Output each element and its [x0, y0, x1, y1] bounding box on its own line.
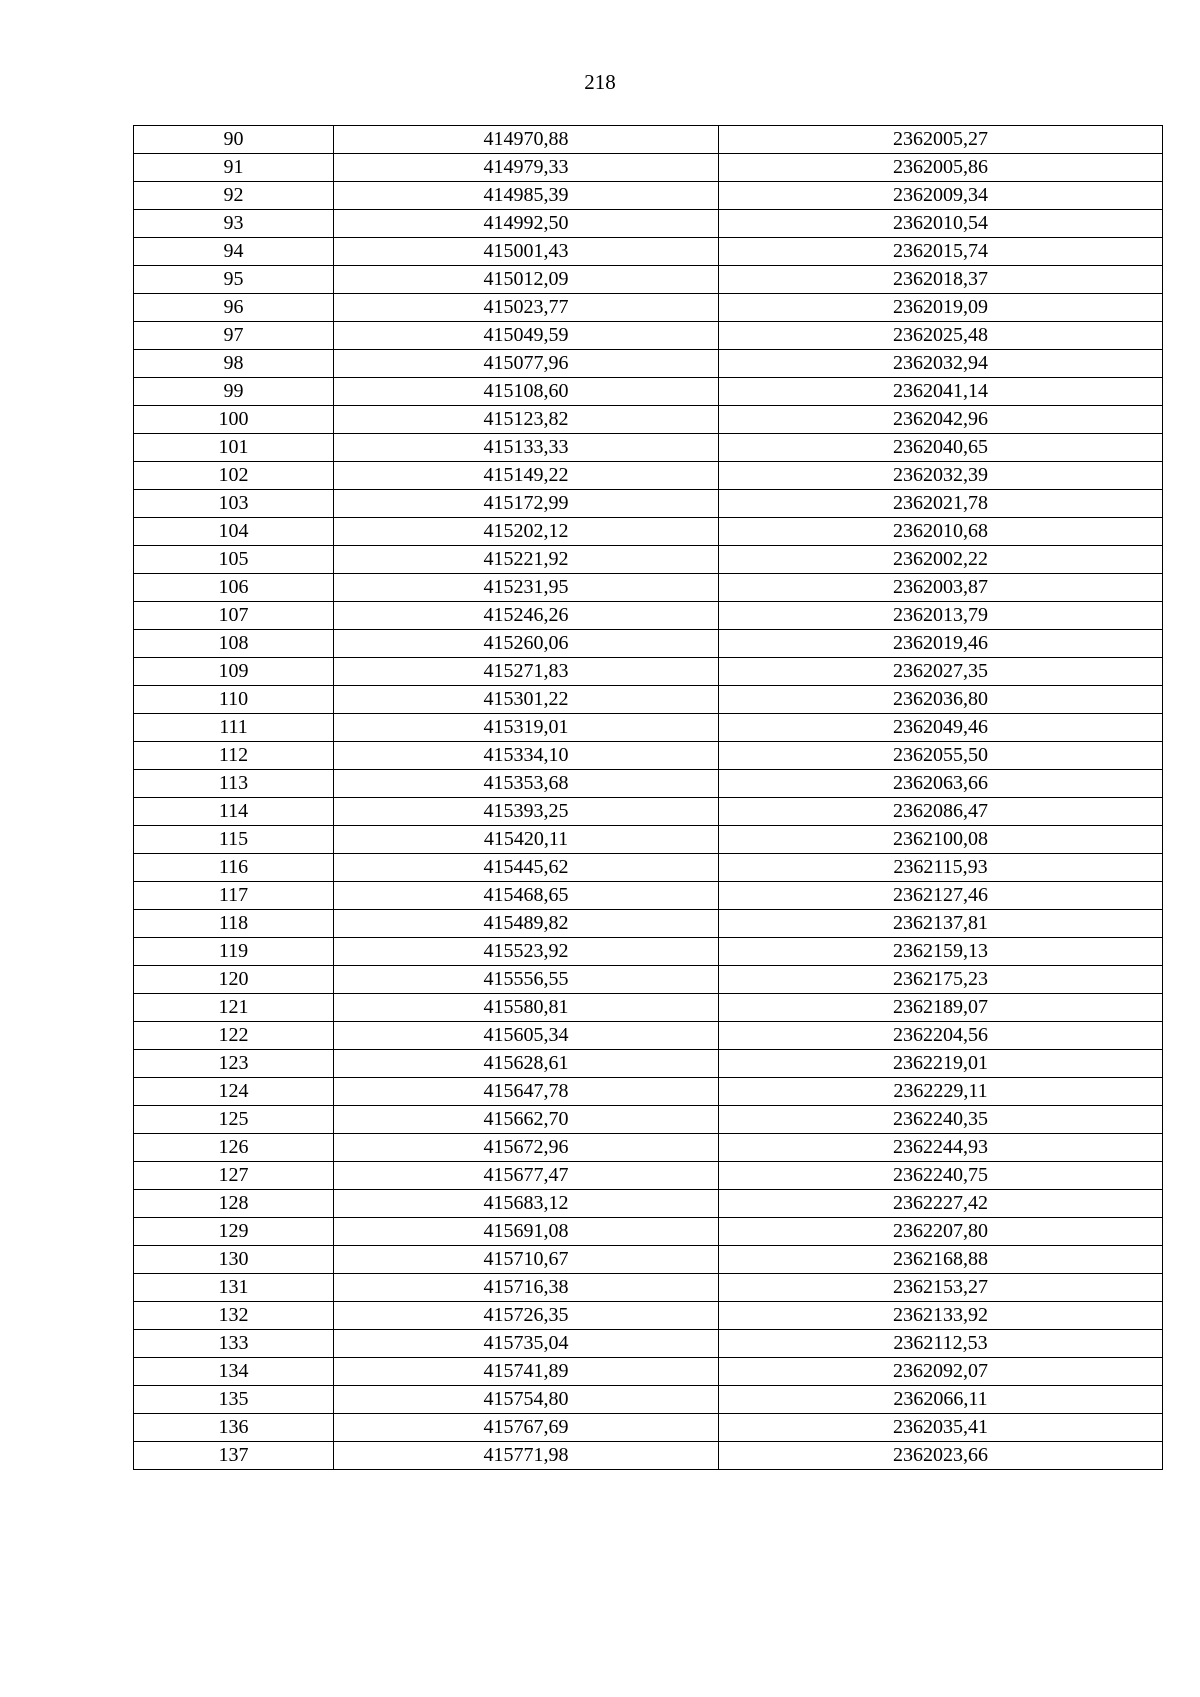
- point-number-cell: 123: [134, 1050, 334, 1078]
- table-row: [134, 182, 1163, 210]
- point-number-cell: 101: [134, 434, 334, 462]
- y-coordinate-cell: 2362189,07: [719, 994, 1163, 1022]
- x-coordinate-cell: 415556,55: [334, 966, 719, 994]
- point-number-cell: 124: [134, 1078, 334, 1106]
- x-coordinate-cell: 415172,99: [334, 490, 719, 518]
- table-row: [134, 658, 1163, 686]
- table-row: [134, 686, 1163, 714]
- y-coordinate-cell: 2362018,37: [719, 266, 1163, 294]
- point-number-cell: 128: [134, 1190, 334, 1218]
- point-number-cell: 108: [134, 630, 334, 658]
- table-row: [134, 1218, 1163, 1246]
- y-coordinate-cell: 2362041,14: [719, 378, 1163, 406]
- x-coordinate-cell: 415523,92: [334, 938, 719, 966]
- x-coordinate-cell: 415221,92: [334, 546, 719, 574]
- x-coordinate-cell: 415741,89: [334, 1358, 719, 1386]
- x-coordinate-cell: 415108,60: [334, 378, 719, 406]
- y-coordinate-cell: 2362115,93: [719, 854, 1163, 882]
- x-coordinate-cell: 415393,25: [334, 798, 719, 826]
- y-coordinate-cell: 2362137,81: [719, 910, 1163, 938]
- table-row: [134, 1414, 1163, 1442]
- x-coordinate-cell: 415049,59: [334, 322, 719, 350]
- x-coordinate-cell: 415468,65: [334, 882, 719, 910]
- x-coordinate-cell: 414979,33: [334, 154, 719, 182]
- x-coordinate-cell: 415260,06: [334, 630, 719, 658]
- x-coordinate-cell: 415647,78: [334, 1078, 719, 1106]
- table-row: [134, 1106, 1163, 1134]
- y-coordinate-cell: 2362042,96: [719, 406, 1163, 434]
- point-number-cell: 125: [134, 1106, 334, 1134]
- table-row: [134, 490, 1163, 518]
- x-coordinate-cell: 415662,70: [334, 1106, 719, 1134]
- point-number-cell: 104: [134, 518, 334, 546]
- y-coordinate-cell: 2362219,01: [719, 1050, 1163, 1078]
- x-coordinate-cell: 415420,11: [334, 826, 719, 854]
- y-coordinate-cell: 2362204,56: [719, 1022, 1163, 1050]
- x-coordinate-cell: 414970,88: [334, 126, 719, 154]
- x-coordinate-cell: 415202,12: [334, 518, 719, 546]
- table-row: [134, 826, 1163, 854]
- x-coordinate-cell: 414992,50: [334, 210, 719, 238]
- table-row: [134, 210, 1163, 238]
- y-coordinate-cell: 2362009,34: [719, 182, 1163, 210]
- table-row: [134, 770, 1163, 798]
- y-coordinate-cell: 2362159,13: [719, 938, 1163, 966]
- point-number-cell: 99: [134, 378, 334, 406]
- y-coordinate-cell: 2362032,94: [719, 350, 1163, 378]
- table-row: [134, 350, 1163, 378]
- y-coordinate-cell: 2362015,74: [719, 238, 1163, 266]
- y-coordinate-cell: 2362063,66: [719, 770, 1163, 798]
- table-row: [134, 1078, 1163, 1106]
- table-row: [134, 966, 1163, 994]
- point-number-cell: 131: [134, 1274, 334, 1302]
- table-row: [134, 266, 1163, 294]
- table-row: [134, 434, 1163, 462]
- table-row: [134, 462, 1163, 490]
- y-coordinate-cell: 2362086,47: [719, 798, 1163, 826]
- point-number-cell: 117: [134, 882, 334, 910]
- point-number-cell: 92: [134, 182, 334, 210]
- point-number-cell: 94: [134, 238, 334, 266]
- x-coordinate-cell: 415001,43: [334, 238, 719, 266]
- x-coordinate-cell: 415605,34: [334, 1022, 719, 1050]
- x-coordinate-cell: 415628,61: [334, 1050, 719, 1078]
- point-number-cell: 107: [134, 602, 334, 630]
- point-number-cell: 121: [134, 994, 334, 1022]
- y-coordinate-cell: 2362100,08: [719, 826, 1163, 854]
- coordinates-table: [133, 125, 1163, 1470]
- x-coordinate-cell: 415771,98: [334, 1442, 719, 1470]
- x-coordinate-cell: 415672,96: [334, 1134, 719, 1162]
- point-number-cell: 98: [134, 350, 334, 378]
- point-number-cell: 112: [134, 742, 334, 770]
- x-coordinate-cell: 415735,04: [334, 1330, 719, 1358]
- table-row: [134, 1190, 1163, 1218]
- x-coordinate-cell: 415716,38: [334, 1274, 719, 1302]
- table-row: [134, 1358, 1163, 1386]
- x-coordinate-cell: 415301,22: [334, 686, 719, 714]
- point-number-cell: 132: [134, 1302, 334, 1330]
- y-coordinate-cell: 2362175,23: [719, 966, 1163, 994]
- table-row: [134, 1162, 1163, 1190]
- point-number-cell: 109: [134, 658, 334, 686]
- point-number-cell: 135: [134, 1386, 334, 1414]
- table-row: [134, 854, 1163, 882]
- point-number-cell: 133: [134, 1330, 334, 1358]
- y-coordinate-cell: 2362055,50: [719, 742, 1163, 770]
- point-number-cell: 127: [134, 1162, 334, 1190]
- x-coordinate-cell: 415726,35: [334, 1302, 719, 1330]
- x-coordinate-cell: 415754,80: [334, 1386, 719, 1414]
- x-coordinate-cell: 415353,68: [334, 770, 719, 798]
- point-number-cell: 91: [134, 154, 334, 182]
- table-row: [134, 546, 1163, 574]
- x-coordinate-cell: 415077,96: [334, 350, 719, 378]
- x-coordinate-cell: 415489,82: [334, 910, 719, 938]
- point-number-cell: 119: [134, 938, 334, 966]
- table-row: [134, 798, 1163, 826]
- table-row: [134, 574, 1163, 602]
- y-coordinate-cell: 2362021,78: [719, 490, 1163, 518]
- table-row: [134, 742, 1163, 770]
- y-coordinate-cell: 2362027,35: [719, 658, 1163, 686]
- page-number: 218: [584, 70, 616, 94]
- y-coordinate-cell: 2362153,27: [719, 1274, 1163, 1302]
- y-coordinate-cell: 2362049,46: [719, 714, 1163, 742]
- point-number-cell: 130: [134, 1246, 334, 1274]
- x-coordinate-cell: 415319,01: [334, 714, 719, 742]
- table-row: [134, 1022, 1163, 1050]
- table-row: [134, 1246, 1163, 1274]
- coordinates-table-body: [134, 126, 1163, 1470]
- table-row: [134, 238, 1163, 266]
- table-row: [134, 938, 1163, 966]
- x-coordinate-cell: 415231,95: [334, 574, 719, 602]
- x-coordinate-cell: 415677,47: [334, 1162, 719, 1190]
- y-coordinate-cell: 2362019,46: [719, 630, 1163, 658]
- y-coordinate-cell: 2362066,11: [719, 1386, 1163, 1414]
- point-number-cell: 116: [134, 854, 334, 882]
- x-coordinate-cell: 415445,62: [334, 854, 719, 882]
- point-number-cell: 126: [134, 1134, 334, 1162]
- table-row: [134, 994, 1163, 1022]
- y-coordinate-cell: 2362112,53: [719, 1330, 1163, 1358]
- y-coordinate-cell: 2362005,27: [719, 126, 1163, 154]
- y-coordinate-cell: 2362002,22: [719, 546, 1163, 574]
- y-coordinate-cell: 2362023,66: [719, 1442, 1163, 1470]
- table-row: [134, 1442, 1163, 1470]
- table-row: [134, 322, 1163, 350]
- point-number-cell: 137: [134, 1442, 334, 1470]
- y-coordinate-cell: 2362036,80: [719, 686, 1163, 714]
- y-coordinate-cell: 2362244,93: [719, 1134, 1163, 1162]
- point-number-cell: 114: [134, 798, 334, 826]
- point-number-cell: 115: [134, 826, 334, 854]
- table-row: [134, 1302, 1163, 1330]
- y-coordinate-cell: 2362032,39: [719, 462, 1163, 490]
- point-number-cell: 105: [134, 546, 334, 574]
- y-coordinate-cell: 2362013,79: [719, 602, 1163, 630]
- x-coordinate-cell: 415767,69: [334, 1414, 719, 1442]
- x-coordinate-cell: 415683,12: [334, 1190, 719, 1218]
- y-coordinate-cell: 2362207,80: [719, 1218, 1163, 1246]
- table-row: [134, 1386, 1163, 1414]
- point-number-cell: 113: [134, 770, 334, 798]
- y-coordinate-cell: 2362025,48: [719, 322, 1163, 350]
- x-coordinate-cell: 415334,10: [334, 742, 719, 770]
- table-row: [134, 602, 1163, 630]
- y-coordinate-cell: 2362133,92: [719, 1302, 1163, 1330]
- y-coordinate-cell: 2362227,42: [719, 1190, 1163, 1218]
- point-number-cell: 118: [134, 910, 334, 938]
- point-number-cell: 136: [134, 1414, 334, 1442]
- x-coordinate-cell: 415123,82: [334, 406, 719, 434]
- x-coordinate-cell: 415246,26: [334, 602, 719, 630]
- x-coordinate-cell: 415580,81: [334, 994, 719, 1022]
- table-row: [134, 714, 1163, 742]
- y-coordinate-cell: 2362005,86: [719, 154, 1163, 182]
- x-coordinate-cell: 415691,08: [334, 1218, 719, 1246]
- x-coordinate-cell: 415710,67: [334, 1246, 719, 1274]
- table-row: [134, 910, 1163, 938]
- x-coordinate-cell: 415023,77: [334, 294, 719, 322]
- point-number-cell: 120: [134, 966, 334, 994]
- table-row: [134, 882, 1163, 910]
- table-row: [134, 126, 1163, 154]
- table-row: [134, 630, 1163, 658]
- point-number-cell: 96: [134, 294, 334, 322]
- y-coordinate-cell: 2362010,68: [719, 518, 1163, 546]
- point-number-cell: 97: [134, 322, 334, 350]
- point-number-cell: 90: [134, 126, 334, 154]
- y-coordinate-cell: 2362040,65: [719, 434, 1163, 462]
- point-number-cell: 129: [134, 1218, 334, 1246]
- point-number-cell: 102: [134, 462, 334, 490]
- y-coordinate-cell: 2362229,11: [719, 1078, 1163, 1106]
- point-number-cell: 110: [134, 686, 334, 714]
- table-row: [134, 294, 1163, 322]
- table-row: [134, 406, 1163, 434]
- table-row: [134, 1274, 1163, 1302]
- table-row: [134, 1330, 1163, 1358]
- y-coordinate-cell: 2362092,07: [719, 1358, 1163, 1386]
- x-coordinate-cell: 415133,33: [334, 434, 719, 462]
- point-number-cell: 100: [134, 406, 334, 434]
- x-coordinate-cell: 415012,09: [334, 266, 719, 294]
- point-number-cell: 134: [134, 1358, 334, 1386]
- y-coordinate-cell: 2362240,35: [719, 1106, 1163, 1134]
- x-coordinate-cell: 415271,83: [334, 658, 719, 686]
- table-row: [134, 154, 1163, 182]
- table-row: [134, 378, 1163, 406]
- point-number-cell: 111: [134, 714, 334, 742]
- y-coordinate-cell: 2362168,88: [719, 1246, 1163, 1274]
- y-coordinate-cell: 2362127,46: [719, 882, 1163, 910]
- table-row: [134, 518, 1163, 546]
- x-coordinate-cell: 414985,39: [334, 182, 719, 210]
- x-coordinate-cell: 415149,22: [334, 462, 719, 490]
- y-coordinate-cell: 2362019,09: [719, 294, 1163, 322]
- point-number-cell: 103: [134, 490, 334, 518]
- y-coordinate-cell: 2362035,41: [719, 1414, 1163, 1442]
- point-number-cell: 93: [134, 210, 334, 238]
- point-number-cell: 95: [134, 266, 334, 294]
- table-row: [134, 1050, 1163, 1078]
- table-row: [134, 1134, 1163, 1162]
- point-number-cell: 106: [134, 574, 334, 602]
- y-coordinate-cell: 2362010,54: [719, 210, 1163, 238]
- y-coordinate-cell: 2362003,87: [719, 574, 1163, 602]
- point-number-cell: 122: [134, 1022, 334, 1050]
- y-coordinate-cell: 2362240,75: [719, 1162, 1163, 1190]
